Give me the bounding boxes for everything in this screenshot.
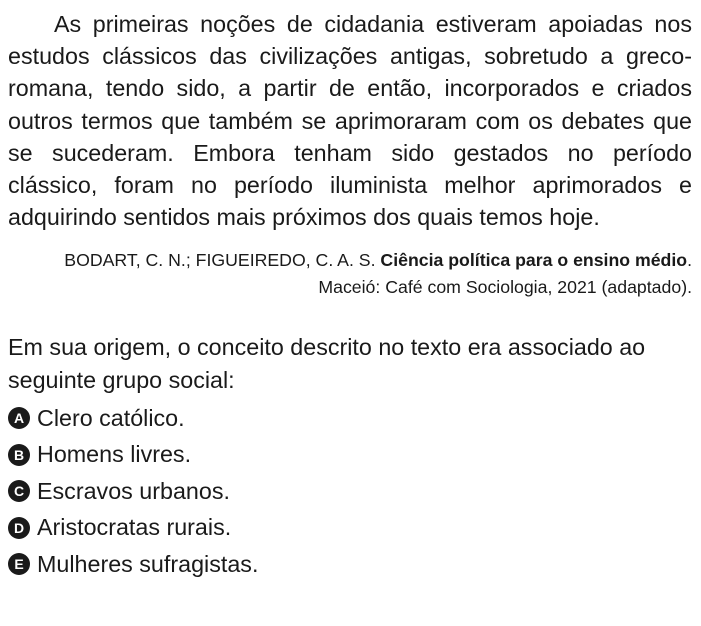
option-d-text: Aristocratas rurais.: [37, 514, 232, 541]
option-e-text: Mulheres sufragistas.: [37, 550, 259, 577]
option-c-text: Escravos urbanos.: [37, 477, 230, 504]
option-a-letter-badge: A: [8, 407, 30, 429]
source-details: . Maceió: Café com Sociologia, 2021 (adaptado).: [318, 250, 692, 298]
option-c-letter-badge: C: [8, 480, 30, 502]
option-b-text: Homens livres.: [37, 441, 192, 468]
option-e[interactable]: [8, 546, 692, 583]
source-authors: BODART, C. N.; FIGUEIREDO, C. A. S.: [64, 250, 381, 271]
option-b-letter-badge: B: [8, 444, 30, 466]
option-c[interactable]: [8, 473, 692, 510]
option-a[interactable]: [8, 400, 692, 437]
question-prompt: Em sua origem, o conceito descrito no texto era associado ao seguinte grupo social:: [8, 334, 646, 393]
source-citation: [8, 247, 692, 301]
option-e-letter-badge: E: [8, 553, 30, 575]
answer-options: [8, 400, 692, 583]
option-b[interactable]: [8, 436, 692, 473]
option-a-text: Clero católico.: [37, 404, 185, 431]
source-title: Ciência política para o ensino médio: [380, 250, 688, 271]
question-page: [8, 8, 692, 582]
passage-text: As primeiras noções de cidadania estiveram apoiadas nos estudos clássicos das civilizações antigas, sobretudo a greco-romana, tendo sido, a partir de então, incorporados e criados outros termos que também se aprimoraram com os debates que se sucederam. Embora tenham sido gestados no período clássico, foram no período iluminista melhor aprimorados e adquirindo sentidos mais próximos dos quais temos hoje.: [8, 11, 692, 231]
option-d[interactable]: [8, 509, 692, 546]
option-d-letter-badge: D: [8, 517, 30, 539]
